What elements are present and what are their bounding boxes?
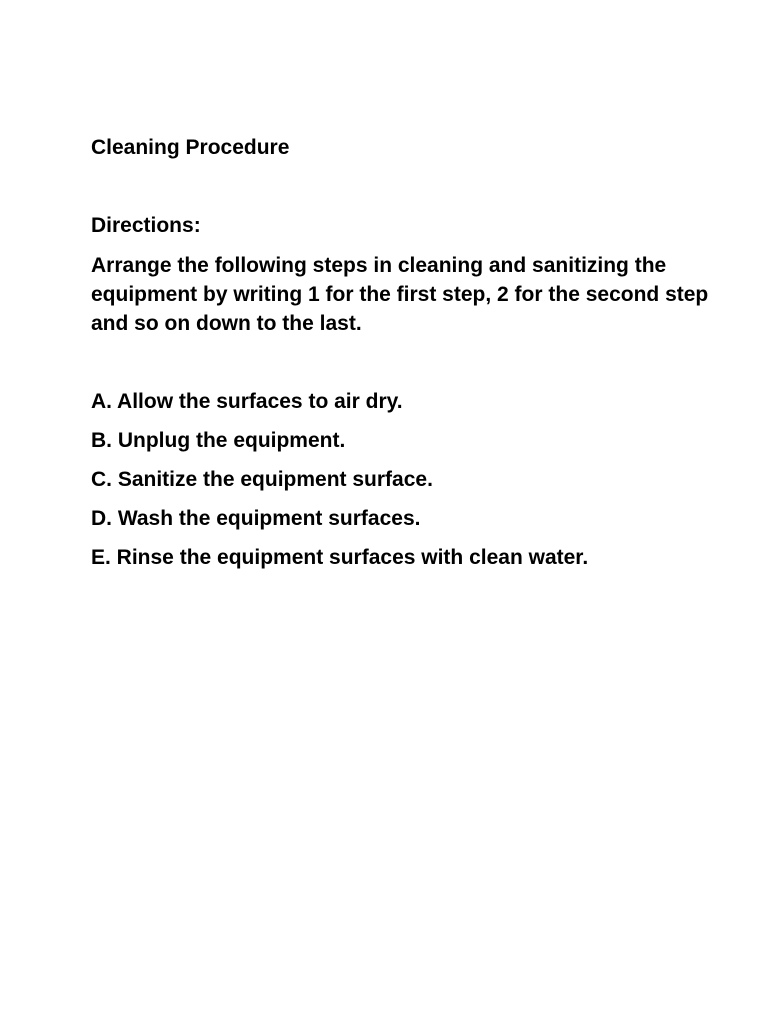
document-title: Cleaning Procedure [91, 136, 290, 159]
instructions-text: Arrange the following steps in cleaning and sanitizing the equipment by writing 1 for the first step, 2 for the second step and so on down to the last. [91, 254, 709, 335]
document-page [91, 134, 711, 583]
steps-list [91, 388, 711, 572]
step-item-c: C. Sanitize the equipment surface. [91, 468, 433, 491]
directions-label: Directions: [91, 214, 201, 237]
step-item-b: B. Unplug the equipment. [91, 429, 346, 452]
step-item-d: D. Wash the equipment surfaces. [91, 507, 421, 530]
step-item-e: E. Rinse the equipment surfaces with clean water. [91, 546, 589, 569]
step-item-a: A. Allow the surfaces to air dry. [91, 390, 403, 413]
